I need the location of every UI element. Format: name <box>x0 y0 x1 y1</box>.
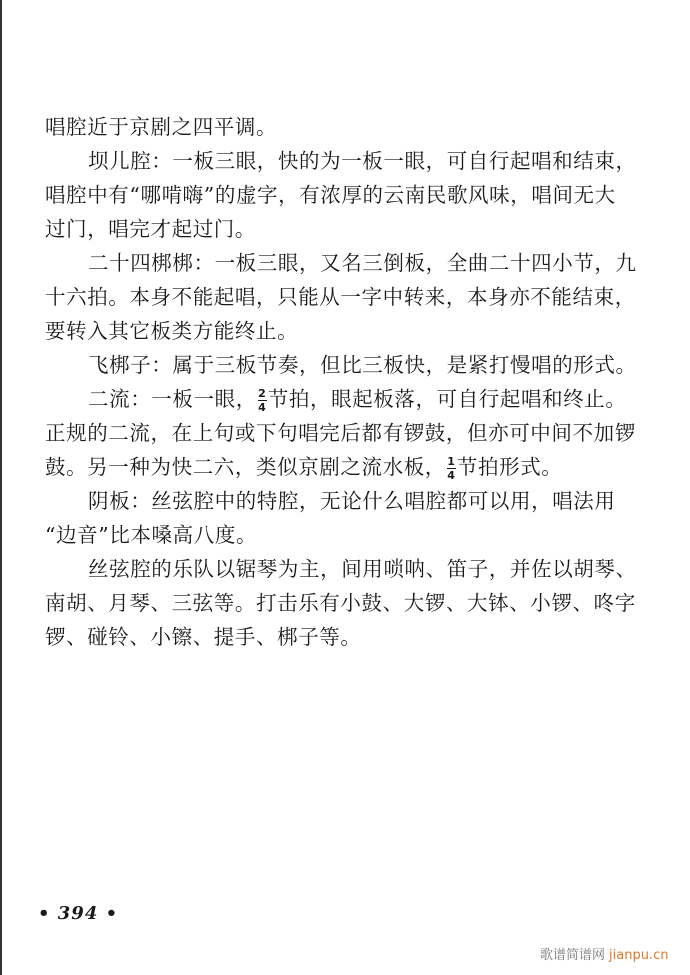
paragraph-baerqiang: 坝儿腔：一板三眼，快的为一板一眼，可自行起唱和结束， <box>88 149 637 173</box>
watermark <box>540 944 668 963</box>
text-line: 要转入其它板类方能终止。 <box>45 319 299 343</box>
text-line: 锣、碰铃、小镲、提手、梆子等。 <box>45 625 362 649</box>
paragraph-erliu <box>45 382 625 416</box>
text-segment: 二流：一板一眼， <box>88 387 257 411</box>
page-body <box>45 110 637 654</box>
watermark-site-name: 歌谱简谱网 <box>540 948 606 963</box>
text-line <box>45 450 625 484</box>
page-number: • 394 • <box>38 903 119 924</box>
text-line: 唱腔近于京剧之四平调。 <box>45 115 278 139</box>
watermark-url: jianpu.cn <box>609 948 669 963</box>
text-line: “边音”比本嗓高八度。 <box>45 523 258 547</box>
paragraph-ershisi-bangbang: 二十四梆梆：一板三眼，又名三倒板，全曲二十四小节，九 <box>88 251 637 275</box>
text-segment: 鼓。另一种为快二六，类似京剧之流水板， <box>45 455 446 479</box>
text-segment: 节拍，眼起板落，可自行起唱和终止。 <box>267 387 627 411</box>
fraction-numerator: 1 <box>447 454 456 468</box>
fraction-denominator: 4 <box>258 401 267 415</box>
paragraph-yinban: 阴板：丝弦腔中的特腔，无论什么唱腔都可以用，唱法用 <box>88 489 616 513</box>
fraction-numerator: 2 <box>258 386 267 400</box>
paragraph-orchestra: 丝弦腔的乐队以锯琴为主，间用唢呐、笛子，并佐以胡琴、 <box>88 557 637 581</box>
fraction-denominator: 4 <box>447 469 456 483</box>
text-line: 十六拍。本身不能起唱，只能从一字中转来，本身亦不能结束， <box>45 285 636 309</box>
text-segment: 节拍形式。 <box>456 455 563 479</box>
time-signature-fraction <box>258 388 267 414</box>
text-line: 唱腔中有“哪啃嗨”的虚字，有浓厚的云南民歌风味，唱间无大 <box>45 183 616 207</box>
text-line: 过门，唱完才起过门。 <box>45 217 256 241</box>
time-signature-fraction <box>447 456 456 482</box>
page-edge-border <box>0 0 2 975</box>
paragraph-feibangzi: 飞梆子：属于三板节奏，但比三板快，是紧打慢唱的形式。 <box>88 353 637 377</box>
text-line: 正规的二流，在上句或下句唱完后都有锣鼓，但亦可中间不加锣 <box>45 421 636 445</box>
text-line: 南胡、月琴、三弦等。打击乐有小鼓、大锣、大钵、小锣、咚字 <box>45 591 636 615</box>
